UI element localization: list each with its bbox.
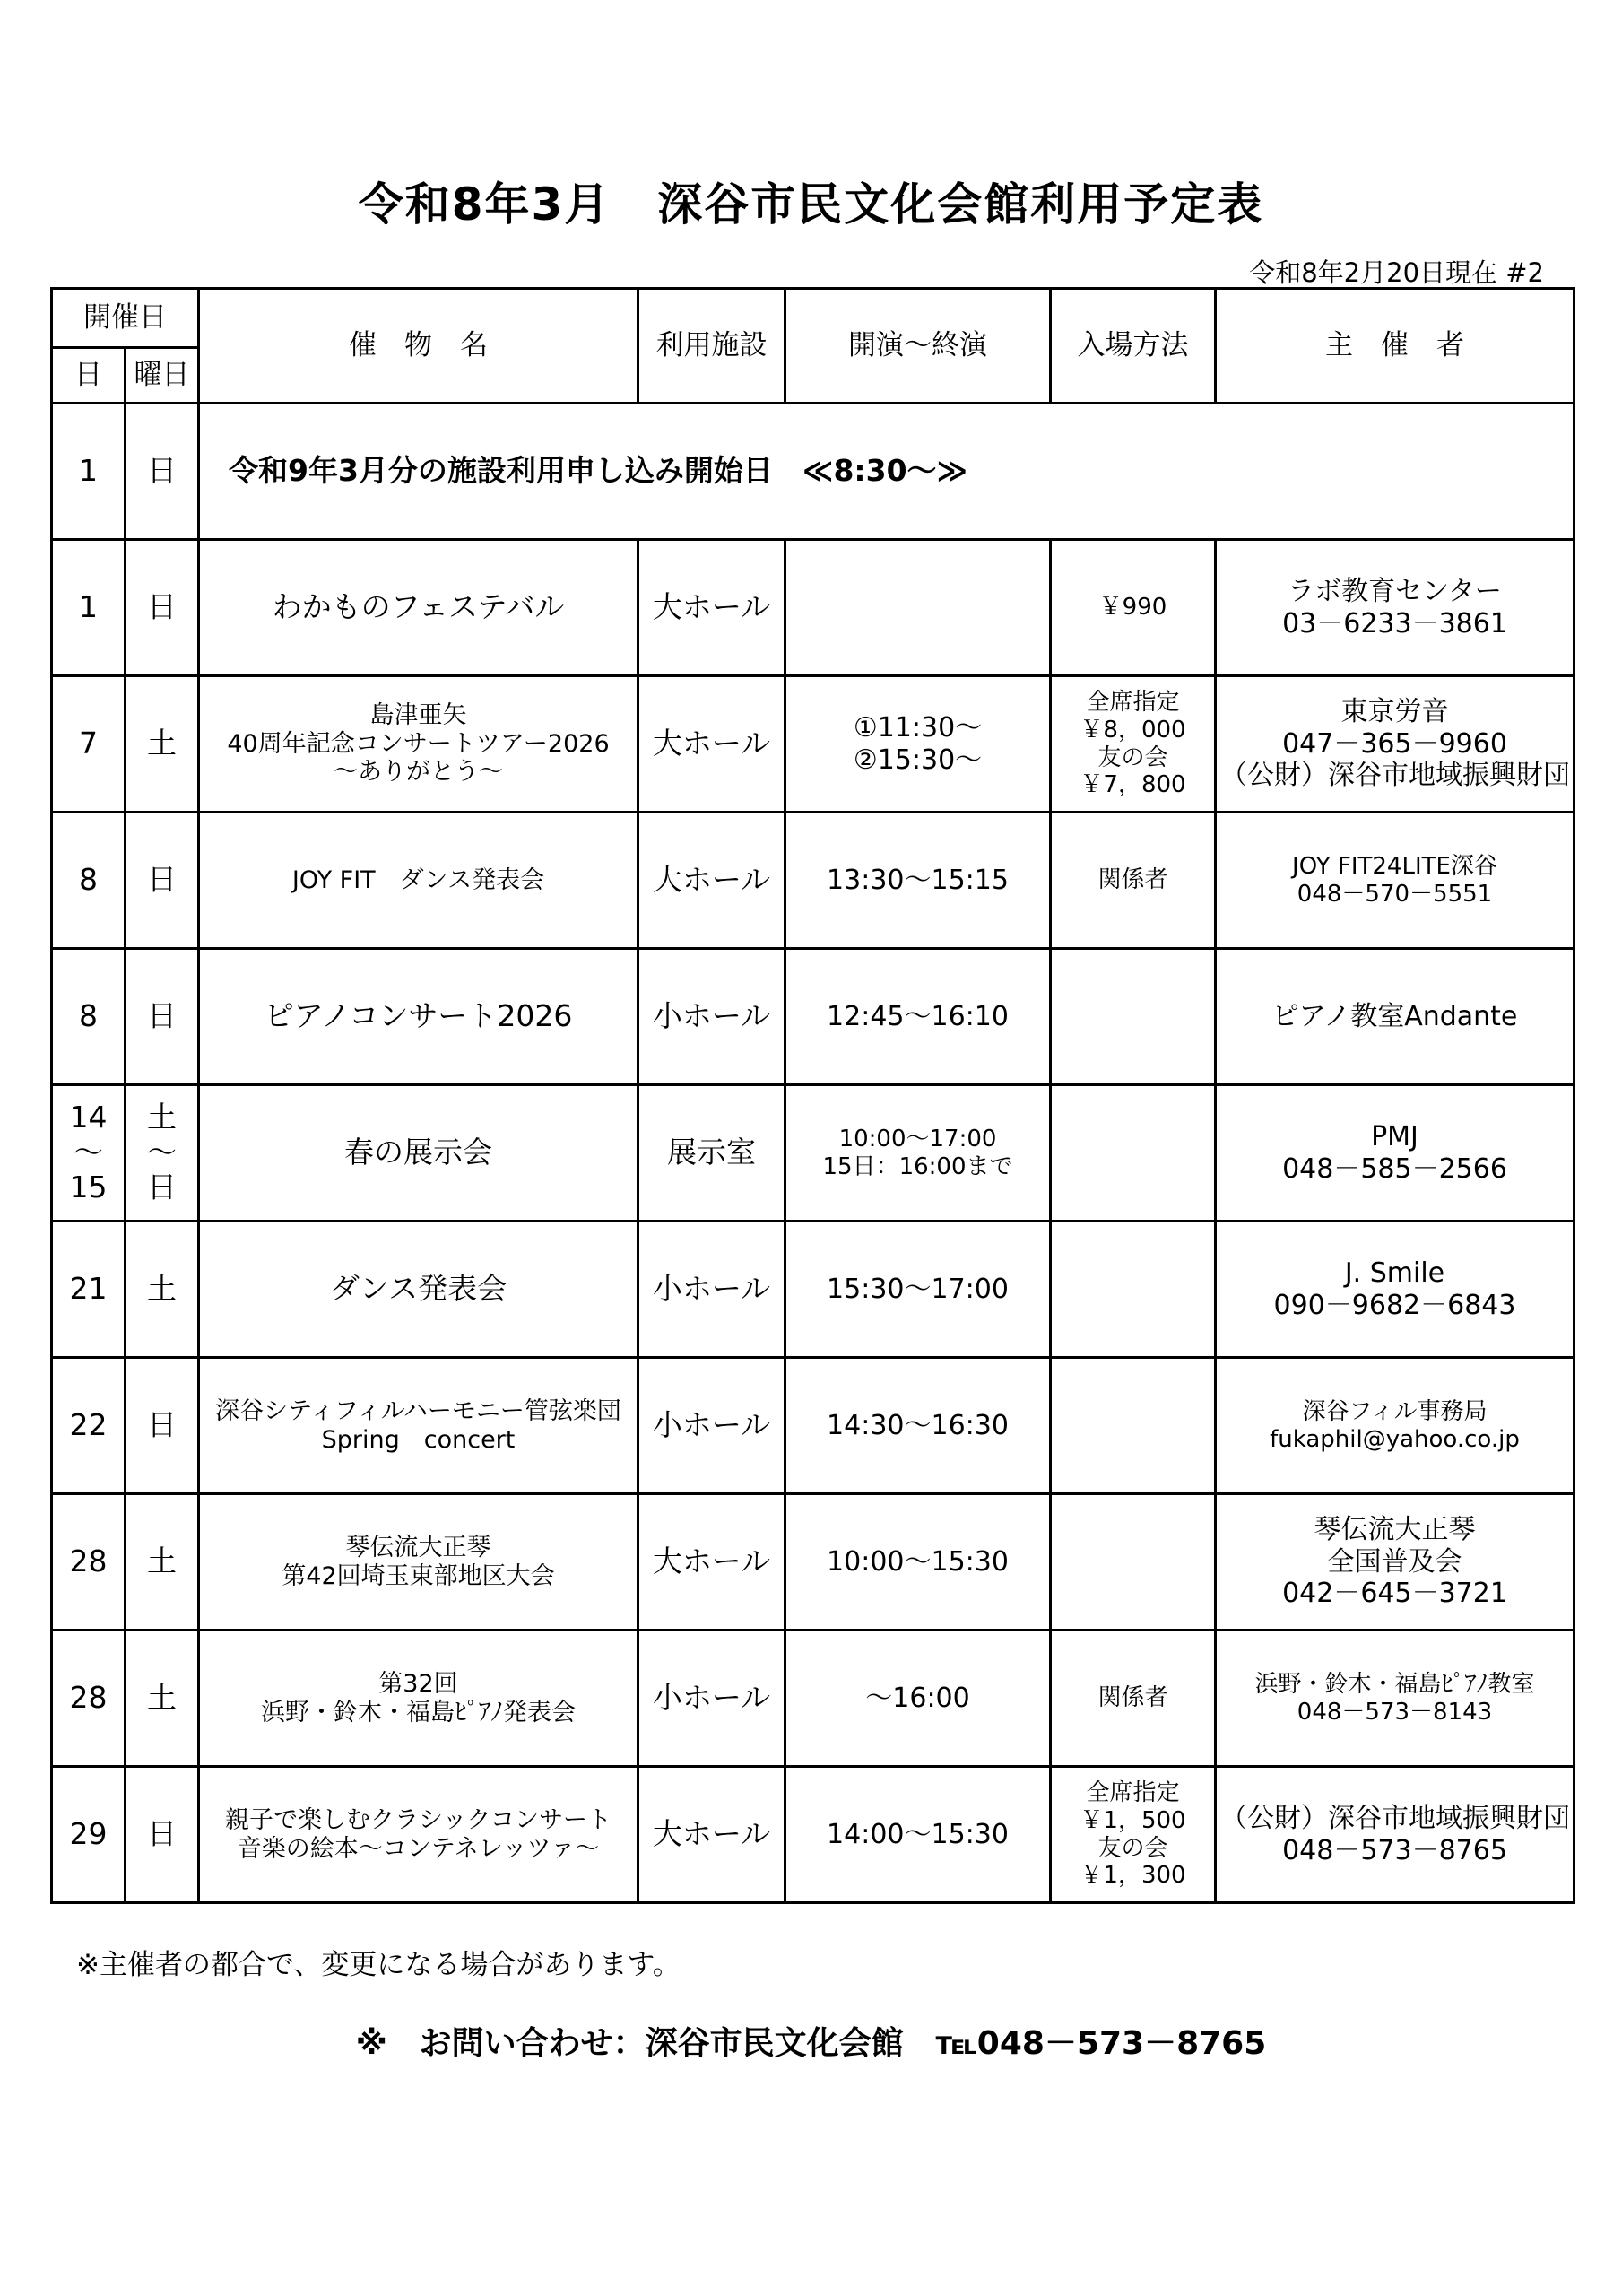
facility-cell: 小ホール bbox=[638, 1358, 785, 1494]
admission-cell bbox=[1051, 540, 1216, 676]
organizer-line: J. Smile bbox=[1344, 1257, 1445, 1290]
day-cell bbox=[52, 1494, 126, 1631]
header-facility: 利用施設 bbox=[638, 289, 785, 404]
day-cell bbox=[52, 1631, 126, 1767]
admission-cell bbox=[1051, 1631, 1216, 1767]
event-row bbox=[52, 949, 1574, 1085]
organizer-line: 全国普及会 bbox=[1327, 1545, 1462, 1578]
event-cell bbox=[199, 1767, 638, 1903]
facility-cell: 小ホール bbox=[638, 1222, 785, 1358]
event-cell bbox=[199, 1085, 638, 1222]
time-cell bbox=[785, 949, 1051, 1085]
organizer-line: 090－9682－6843 bbox=[1273, 1289, 1516, 1321]
admission-line: ￥1，500 bbox=[1080, 1806, 1186, 1834]
weekday-line: 土 bbox=[147, 1100, 177, 1135]
day-cell bbox=[52, 540, 126, 676]
facility-cell: 小ホール bbox=[638, 949, 785, 1085]
time-line: ②15:30～ bbox=[853, 744, 983, 776]
organizer-line: 048－570－5551 bbox=[1297, 880, 1493, 908]
day-cell bbox=[52, 1085, 126, 1222]
day-line: 14 bbox=[69, 1100, 108, 1135]
time-cell bbox=[785, 540, 1051, 676]
event-line: 深谷シティフィルハーモニー管弦楽団 bbox=[215, 1396, 621, 1425]
weekday-line: 土 bbox=[147, 1271, 177, 1307]
time-cell bbox=[785, 1494, 1051, 1631]
header-event: 催 物 名 bbox=[199, 289, 638, 404]
day-cell bbox=[52, 1767, 126, 1903]
header-admission: 入場方法 bbox=[1051, 289, 1216, 404]
weekday-line: 日 bbox=[147, 1816, 177, 1852]
footer-note: ※主催者の都合で、変更になる場合があります。 bbox=[76, 1949, 681, 1981]
event-cell bbox=[199, 540, 638, 676]
organizer-line: 048－585－2566 bbox=[1282, 1152, 1507, 1185]
event-line: 島津亜矢 bbox=[369, 700, 467, 729]
time-line: 14:30～16:30 bbox=[827, 1409, 1009, 1441]
time-line: ～16:00 bbox=[865, 1682, 970, 1714]
weekday-cell bbox=[126, 1631, 199, 1767]
time-line: 10:00～17:00 bbox=[838, 1125, 997, 1152]
organizer-line: 東京労音 bbox=[1340, 696, 1449, 728]
admission-cell bbox=[1051, 813, 1216, 949]
admission-cell bbox=[1051, 1358, 1216, 1494]
day-line: 15 bbox=[69, 1169, 108, 1205]
event-line: ピアノコンサート2026 bbox=[264, 998, 573, 1034]
event-row bbox=[52, 1222, 1574, 1358]
admission-cell bbox=[1051, 949, 1216, 1085]
facility-cell: 大ホール bbox=[638, 540, 785, 676]
admission-cell bbox=[1051, 1222, 1216, 1358]
day-line: 28 bbox=[69, 1544, 108, 1579]
day-line: 8 bbox=[79, 998, 98, 1034]
organizer-line: 琴伝流大正琴 bbox=[1314, 1514, 1476, 1546]
organizer-line: 042－645－3721 bbox=[1282, 1578, 1507, 1610]
time-line: 15:30～17:00 bbox=[827, 1273, 1009, 1305]
time-cell bbox=[785, 813, 1051, 949]
time-cell bbox=[785, 1085, 1051, 1222]
weekday-line: 土 bbox=[147, 726, 177, 761]
weekday-cell bbox=[126, 540, 199, 676]
day-line: 21 bbox=[69, 1271, 108, 1307]
organizer-cell bbox=[1216, 813, 1574, 949]
facility-cell: 大ホール bbox=[638, 813, 785, 949]
time-cell bbox=[785, 1222, 1051, 1358]
event-row bbox=[52, 676, 1574, 813]
time-cell bbox=[785, 1767, 1051, 1903]
admission-line: 関係者 bbox=[1097, 866, 1168, 894]
event-line: 琴伝流大正琴 bbox=[345, 1533, 491, 1561]
notice-row bbox=[52, 404, 1574, 540]
day-cell bbox=[52, 949, 126, 1085]
admission-cell bbox=[1051, 1085, 1216, 1222]
facility-cell: 大ホール bbox=[638, 676, 785, 813]
weekday-cell bbox=[126, 1222, 199, 1358]
notice-text: 令和9年3月分の施設利用申し込み開始日 ≪8:30～≫ bbox=[199, 404, 1574, 540]
day-line: ～ bbox=[74, 1135, 103, 1170]
weekday-line: 日 bbox=[147, 589, 177, 625]
event-row bbox=[52, 1358, 1574, 1494]
admission-cell bbox=[1051, 676, 1216, 813]
weekday-cell bbox=[126, 813, 199, 949]
organizer-cell bbox=[1216, 1358, 1574, 1494]
organizer-line: JOY FIT24LITE深谷 bbox=[1292, 852, 1497, 880]
organizer-cell bbox=[1216, 1631, 1574, 1767]
event-cell bbox=[199, 676, 638, 813]
organizer-cell bbox=[1216, 1767, 1574, 1903]
organizer-line: 03－6233－3861 bbox=[1282, 607, 1507, 639]
weekday-line: 土 bbox=[147, 1680, 177, 1716]
event-line: 第42回埼玉東部地区大会 bbox=[282, 1561, 555, 1590]
organizer-cell bbox=[1216, 1222, 1574, 1358]
organizer-line: （公財）深谷市地域振興財団 bbox=[1220, 1803, 1570, 1835]
facility-cell: 大ホール bbox=[638, 1494, 785, 1631]
page-title: 令和8年3月 深谷市民文化会館利用予定表 bbox=[358, 178, 1264, 230]
event-row bbox=[52, 1494, 1574, 1631]
header-row bbox=[52, 289, 1574, 348]
event-line: 春の展示会 bbox=[344, 1135, 492, 1170]
admission-line: ￥8，000 bbox=[1080, 716, 1186, 744]
day-line: 29 bbox=[69, 1816, 108, 1852]
header-organizer: 主 催 者 bbox=[1216, 289, 1574, 404]
event-line: 音楽の絵本～コンテネレッツァ～ bbox=[237, 1834, 600, 1863]
organizer-cell bbox=[1216, 676, 1574, 813]
time-line: 15日：16:00まで bbox=[822, 1152, 1013, 1180]
event-row bbox=[52, 813, 1574, 949]
organizer-line: 048－573－8143 bbox=[1297, 1698, 1493, 1726]
facility-cell: 大ホール bbox=[638, 1767, 785, 1903]
admission-line: ￥1，300 bbox=[1080, 1862, 1186, 1890]
organizer-line: fukaphil@yahoo.co.jp bbox=[1270, 1425, 1520, 1453]
organizer-cell bbox=[1216, 1494, 1574, 1631]
event-line: 浜野・鈴木・福島ﾋﾟｱﾉ発表会 bbox=[261, 1698, 576, 1726]
weekday-line: 日 bbox=[147, 998, 177, 1034]
time-line: 14:00～15:30 bbox=[827, 1818, 1009, 1850]
weekday-line: 日 bbox=[147, 862, 177, 898]
facility-cell: 展示室 bbox=[638, 1085, 785, 1222]
event-line: JOY FIT ダンス発表会 bbox=[291, 865, 545, 894]
weekday-line: 日 bbox=[147, 1407, 177, 1443]
day-line: 22 bbox=[69, 1407, 108, 1443]
notice-weekday: 日 bbox=[126, 404, 199, 540]
organizer-line: ピアノ教室Andante bbox=[1271, 1000, 1518, 1032]
day-line: 8 bbox=[79, 862, 98, 898]
as-of-date: 令和8年2月20日現在 #2 bbox=[1249, 257, 1544, 288]
event-cell bbox=[199, 1631, 638, 1767]
time-cell bbox=[785, 1358, 1051, 1494]
event-line: 40周年記念コンサートツアー2026 bbox=[227, 729, 610, 758]
day-line: 28 bbox=[69, 1680, 108, 1716]
day-line: 7 bbox=[79, 726, 98, 761]
facility-cell: 小ホール bbox=[638, 1631, 785, 1767]
header-day: 日 bbox=[52, 348, 126, 404]
event-line: ～ありがとう～ bbox=[334, 758, 503, 787]
organizer-line: （公財）深谷市地域振興財団 bbox=[1220, 760, 1570, 792]
day-cell bbox=[52, 813, 126, 949]
organizer-line: 浜野・鈴木・福島ﾋﾟｱﾉ教室 bbox=[1254, 1670, 1535, 1698]
event-line: 親子で楽しむクラシックコンサート bbox=[225, 1805, 612, 1834]
day-cell bbox=[52, 676, 126, 813]
event-row bbox=[52, 1085, 1574, 1222]
organizer-cell bbox=[1216, 540, 1574, 676]
weekday-line: ～ bbox=[147, 1135, 177, 1170]
organizer-line: PMJ bbox=[1371, 1121, 1418, 1153]
admission-line: ￥990 bbox=[1098, 594, 1167, 622]
time-line: 13:30～15:15 bbox=[827, 864, 1009, 896]
weekday-cell bbox=[126, 1767, 199, 1903]
event-row bbox=[52, 1767, 1574, 1903]
event-row bbox=[52, 540, 1574, 676]
notice-day: 1 bbox=[52, 404, 126, 540]
weekday-cell bbox=[126, 1494, 199, 1631]
organizer-line: 047－365－9960 bbox=[1282, 727, 1507, 760]
footer-contact: ※ お問い合わせ：深谷市民文化会館 ℡048－573－8765 bbox=[355, 2025, 1267, 2062]
event-line: Spring concert bbox=[321, 1425, 516, 1454]
organizer-cell bbox=[1216, 1085, 1574, 1222]
event-cell bbox=[199, 1222, 638, 1358]
schedule-table bbox=[50, 287, 1575, 1904]
organizer-line: ラボ教育センター bbox=[1288, 576, 1502, 608]
admission-cell bbox=[1051, 1767, 1216, 1903]
header-time: 開演～終演 bbox=[785, 289, 1051, 404]
time-line: 12:45～16:10 bbox=[827, 1000, 1009, 1032]
day-cell bbox=[52, 1222, 126, 1358]
weekday-cell bbox=[126, 949, 199, 1085]
event-line: ダンス発表会 bbox=[329, 1271, 507, 1307]
admission-line: 全席指定 bbox=[1086, 689, 1180, 717]
admission-line: ￥7，800 bbox=[1080, 771, 1186, 799]
time-line: ①11:30～ bbox=[853, 712, 983, 744]
event-line: わかものフェステバル bbox=[272, 589, 565, 625]
time-cell bbox=[785, 1631, 1051, 1767]
weekday-line: 日 bbox=[147, 1169, 177, 1205]
admission-line: 全席指定 bbox=[1086, 1779, 1180, 1807]
admission-line: 友の会 bbox=[1097, 1834, 1168, 1862]
weekday-line: 土 bbox=[147, 1544, 177, 1579]
time-line: 10:00～15:30 bbox=[827, 1545, 1009, 1578]
weekday-cell bbox=[126, 1085, 199, 1222]
event-cell bbox=[199, 1494, 638, 1631]
event-line: 第32回 bbox=[378, 1669, 458, 1698]
header-date-group: 開催日 bbox=[52, 289, 199, 348]
header-weekday: 曜日 bbox=[126, 348, 199, 404]
event-cell bbox=[199, 813, 638, 949]
event-row bbox=[52, 1631, 1574, 1767]
day-line: 1 bbox=[79, 589, 98, 625]
event-cell bbox=[199, 949, 638, 1085]
weekday-cell bbox=[126, 676, 199, 813]
weekday-cell bbox=[126, 1358, 199, 1494]
organizer-cell bbox=[1216, 949, 1574, 1085]
time-cell bbox=[785, 676, 1051, 813]
organizer-line: 048－573－8765 bbox=[1282, 1834, 1507, 1866]
day-cell bbox=[52, 1358, 126, 1494]
admission-line: 関係者 bbox=[1097, 1684, 1168, 1712]
admission-line: 友の会 bbox=[1097, 744, 1168, 771]
event-cell bbox=[199, 1358, 638, 1494]
admission-cell bbox=[1051, 1494, 1216, 1631]
organizer-line: 深谷フィル事務局 bbox=[1302, 1397, 1488, 1425]
